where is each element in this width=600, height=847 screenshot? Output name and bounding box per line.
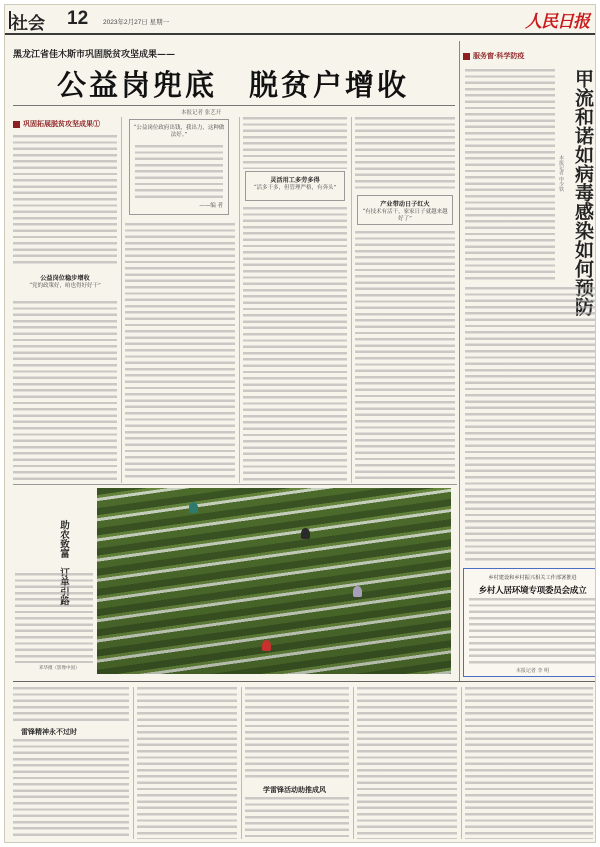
lower-text-col-5: [465, 687, 593, 839]
column-tag-square-icon: [13, 121, 20, 128]
lower-column-divider: [133, 687, 134, 839]
lower-text-col-1a: [13, 687, 129, 721]
photo-credit: 邓华摄（影像中国）: [39, 666, 80, 671]
farmer-figure: [353, 586, 362, 597]
brief-byline: 本报记者 李 明: [515, 668, 550, 674]
section-name: 社会: [11, 14, 45, 34]
photo-feature-title: 助农致富 订单引路: [58, 520, 69, 606]
brief-kicker: 乡村建设和乡村振兴相关工作部署推进: [488, 575, 577, 581]
farmer-figure: [189, 502, 198, 513]
subhead-3: 产业带动日子红火: [380, 201, 430, 208]
right-column-divider: [459, 41, 460, 681]
body-text-col-4a: [355, 117, 455, 189]
right-body-text-a: [465, 69, 555, 283]
right-tag-square-icon: [463, 53, 470, 60]
brief-title: 乡村人居环境专项委员会成立: [478, 586, 587, 596]
headline-rule: [13, 105, 455, 106]
farm-field-photo: [97, 488, 451, 674]
body-text-col-2: [125, 223, 235, 481]
lead-byline: 本报记者 张艺开: [181, 110, 222, 116]
photo-caption-text: [15, 573, 93, 663]
lower-column-divider: [241, 687, 242, 839]
body-text-col-1b: [13, 301, 117, 481]
lead-headline: 公益岗兜底 脱贫户增收: [56, 68, 409, 102]
newspaper-logo: 人民日报: [525, 12, 589, 32]
lower-text-col-4: [357, 687, 457, 839]
photo-shading: [97, 488, 451, 674]
body-text-col-4b: [355, 231, 455, 481]
lower-text-col-3b: [245, 797, 349, 839]
farmer-figure: [301, 528, 310, 539]
column-divider: [121, 117, 122, 483]
farmer-figure: [262, 640, 271, 651]
column-divider: [239, 117, 240, 483]
masthead: [5, 5, 596, 35]
body-text-col-1a: [13, 135, 117, 267]
lower-column-divider: [461, 687, 462, 839]
editor-note-text: [135, 145, 223, 201]
right-column-tag: [463, 51, 593, 63]
page-number: 12: [67, 8, 89, 29]
lower-text-col-2: [137, 687, 237, 839]
lower-text-col-3a: [245, 687, 349, 781]
right-column-byline: 本报记者 申少铁: [558, 155, 564, 192]
subhead-1: 公益岗位稳步增收: [40, 275, 90, 282]
lower-section-rule: [13, 681, 596, 682]
right-column-tag-label: 服务窗·科学防疫: [473, 51, 525, 60]
editor-note-quote: “公益岗位政府出钱，我出力，这种做法好。”: [133, 125, 225, 138]
subhead-1-quote: “党的政策好，咱也得好好干”: [29, 283, 101, 289]
lower-subhead-1: 雷锋精神永不过时: [21, 727, 77, 736]
body-text-col-3a: [243, 117, 347, 169]
subhead-3-quote: “有技术有活干，家家日子就越来越好了”: [362, 209, 448, 222]
subhead-2: 灵活用工多劳多得: [270, 177, 320, 184]
issue-date: 2023年2月27日 星期一: [103, 19, 170, 26]
brief-body-text: [469, 598, 596, 664]
lower-text-col-1b: [13, 739, 129, 839]
section-rule: [13, 484, 457, 485]
column-tag: [13, 119, 117, 131]
body-text-col-3b: [243, 207, 347, 481]
right-body-text-b: [465, 287, 595, 561]
lead-kicker: 黑龙江省佳木斯市巩固脱贫攻坚成果——: [13, 50, 176, 60]
lower-column-divider: [353, 687, 354, 839]
subhead-2-quote: “活多干多，但管理严格，有奔头”: [253, 185, 337, 191]
right-column-title: 甲流和诺如病毒感染如何预防: [572, 69, 594, 316]
newspaper-page: [4, 4, 596, 843]
column-divider: [351, 117, 352, 483]
column-tag-label: 巩固拓展脱贫攻坚成果①: [23, 119, 100, 128]
lower-subhead-2: 学雷锋活动助推成风: [263, 785, 326, 794]
editor-note-signature: ——编 者: [199, 203, 223, 209]
news-brief-box: [463, 568, 596, 677]
